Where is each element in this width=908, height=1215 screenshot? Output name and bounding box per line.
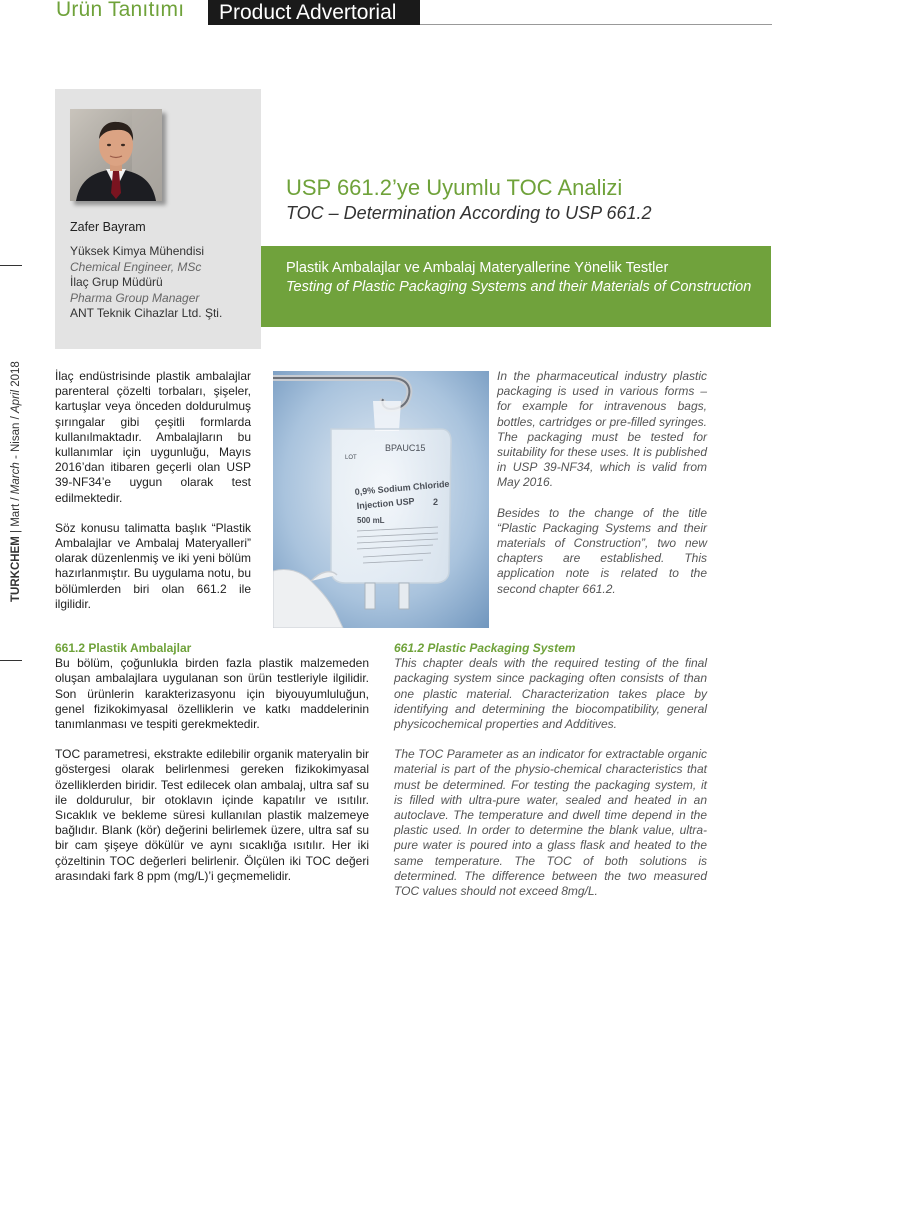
bag-label-line1: 0,9% Sodium Chloride [354,478,450,497]
intro-en-paragraph-1: In the pharmaceutical industry plastic packaging is used in various forms – for example for intravenous bags, bottles, cartridges or pre-filled syringes. The packaging must be tested for suitability for these uses. It is published in USP 39-NF34, which is valid from May 2016. [497,369,707,490]
section-heading-tr: 661.2 Plastik Ambalajlar [55,641,192,655]
section-column-tr [55,641,369,899]
issue-year: 2018 [10,361,22,387]
author-title-en: Chemical Engineer, MSc [70,259,202,274]
section-label-en: Product Advertorial [208,0,420,25]
running-title-separator: | [10,529,22,533]
section-tr-paragraph-1: Bu bölüm, çoğunlukla birden fazla plastik malzemeden oluşan ambalajlara uygulanan son ürün testleriyle ilgilidir. Son ürünlerin karakterizasyonu için biyouyumluluğun, genel fizikokimyasal özelliklerin ve katkı maddelerinin tanımlanması ve tespiti gerekmektedir. [55,656,369,732]
author-name: Zafer Bayram [70,220,146,234]
month-tr-1: Mart [10,503,22,527]
author-role-tr: İlaç Grup Müdürü [70,275,163,289]
bag-label-lot: LOT [345,455,357,461]
month-en-2: April [10,389,22,413]
section-heading-en: 661.2 Plastic Packaging System [394,641,576,655]
author-company: ANT Teknik Cihazlar Ltd. Şti. [70,306,223,320]
author-role-en: Pharma Group Manager [70,290,200,305]
intro-column-en [497,369,707,612]
section-en-paragraph-2: The TOC Parameter as an indicator for extractable organic material is part of the physio-chemical characteristics that must be determined. For testing the packaging system, it is filled with ultra-pure water, sealed and heated in an autoclave. The temperature and dwell time depend in the plastic used. In order to determine the blank value, ultra-pure water is poured into a glass flask and heated to the same temperature. The TOC of both solutions is determined. The difference between the two measured TOC values should not exceed 8mg/L. [394,747,707,899]
intro-en-paragraph-2: Besides to the change of the title “Plastic Packaging Systems and their materials of Construction”, two new chapters are established. This application note is related to the second chapter 661.2. [497,505,707,596]
running-title: TURKCHEM | Mart / March - Nisan / April 2018 [10,361,22,602]
intro-column-tr [55,369,251,627]
section-label-tr: Ürün Tanıtımı [56,0,185,21]
header-rule [420,24,772,25]
bag-label-number: 2 [433,497,439,507]
section-en-paragraph-1: This chapter deals with the required testing of the final packaging system since packaging often consists of than one plastic material. Characterization takes place by identifying and determining the biocompatibility, general physicochemical properties and Additives. [394,656,707,732]
intro-tr-paragraph-1: İlaç endüstrisinde plastik ambalajlar parenteral çözelti torbaları, şişeler, kartuşlar veya önceden doldurulmuş şırıngalar gibi çeşitli formlarda kullanılmaktadır. Ambalajların bu kullanımlar için uygunluğu, Mayıs 2016’dan itibaren geçerli olan USP 39-NF34’e uygun olarak test edilmektedir. [55,369,251,505]
margin-tick-bottom [0,660,22,661]
author-title-tr: Yüksek Kimya Mühendisi [70,244,205,258]
topic-band-tr: Plastik Ambalajlar ve Ambalaj Materyallerine Yönelik Testler [286,260,669,276]
magazine-name: TURKCHEM [10,536,22,602]
author-photo [70,109,162,201]
author-details [70,244,222,322]
intro-tr-paragraph-2: Söz konusu talimatta başlık “Plastik Ambalajlar ve Ambalaj Materyalleri” olarak düzenlenmiş ve iki yeni bölüm hazırlanmıştır. Bu uygulama notu, bu bölümlerden biri olan 661.2 ile ilgilidir. [55,520,251,611]
iv-bag-photo [273,371,489,628]
margin-tick-top [0,265,22,266]
month-en-1: March [10,462,22,495]
topic-band-en: Testing of Plastic Packaging Systems and their Materials of Construction [286,279,752,295]
month-tr-2: Nisan [10,422,22,452]
section-tr-paragraph-2: TOC parametresi, ekstrakte edilebilir organik materyalin bir göstergesi olarak belirlenmesi gereken fizikokimyasal özelliklerden biridir. Test edilecek olan ambalaj, ultra saf su ile doldurulur, bir otoklavın içinde kapatılır ve ısıtılır. Sıcaklık ve bekleme süresi kullanılan plastik malzemeye bağlıdır. Blank (kör) değerini belirlemek üzere, ultra saf su bir cam şişeye dökülür ve aynı sıcaklığa ısıtılır. Her iki çözeltinin TOC değerleri belirlenir. Ölçülen iki TOC değeri arasındaki fark 8 ppm (mg/L)’i geçmemelidir. [55,747,369,883]
article-title-tr: USP 661.2’ye Uyumlu TOC Analizi [286,175,623,200]
section-column-en [394,641,707,914]
bag-label-volume: 500 mL [357,516,385,525]
bag-label-code: BPAUC15 [385,443,426,453]
article-title-en: TOC – Determination According to USP 661.2 [286,203,652,223]
bag-label-line2: Injection USP [356,495,415,511]
